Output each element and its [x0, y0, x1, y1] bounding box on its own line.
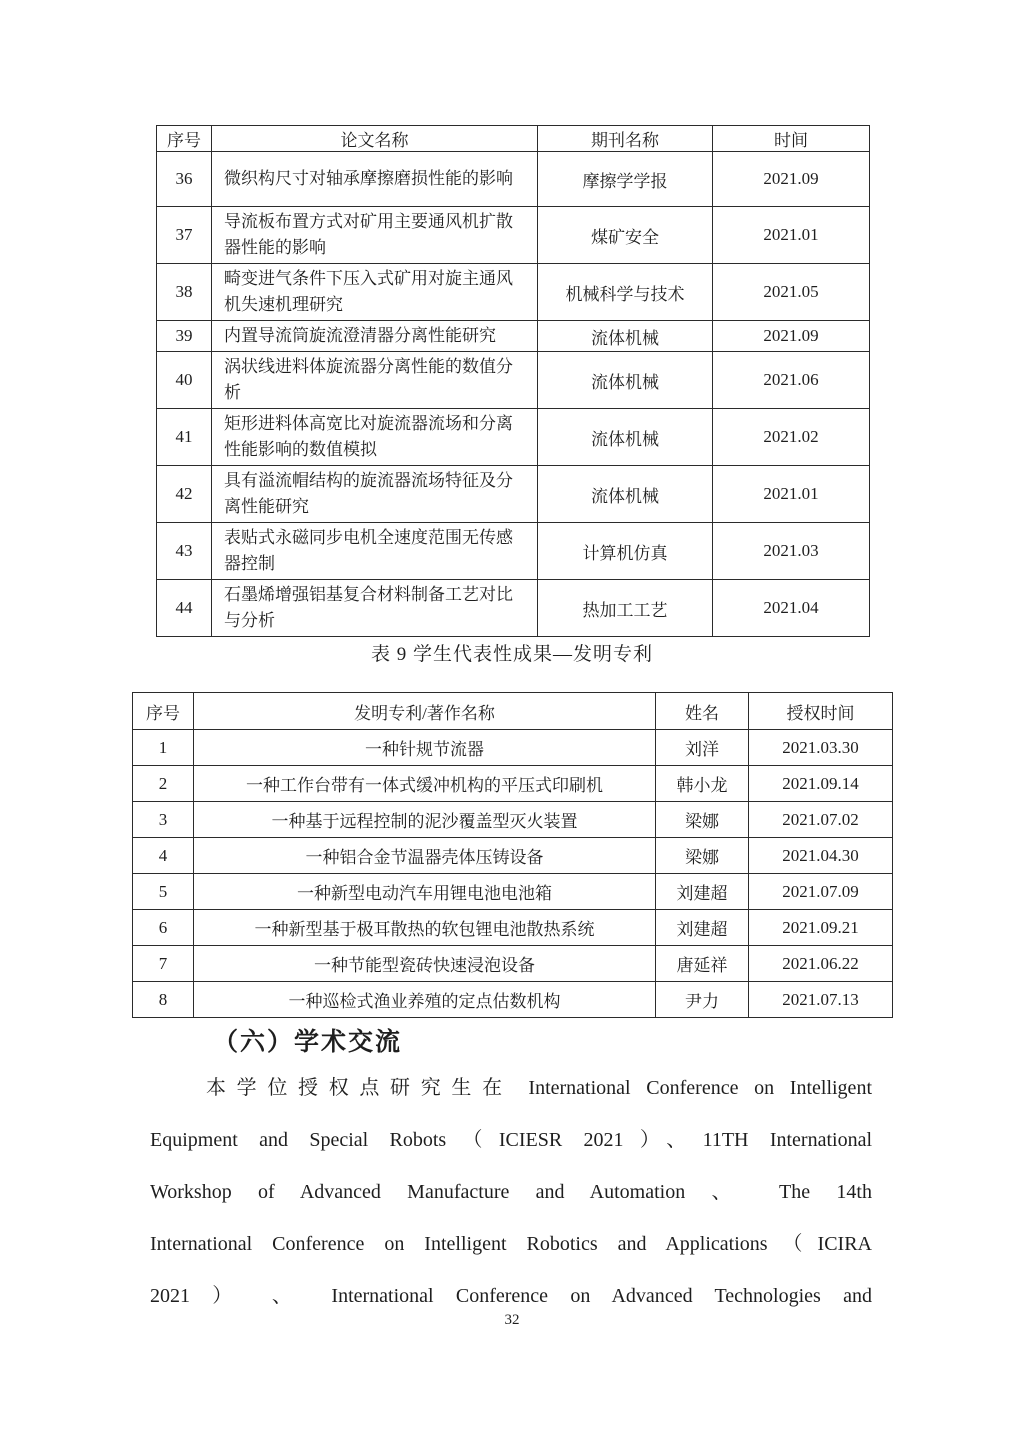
journal-name: 计算机仿真 — [538, 523, 713, 580]
publish-date: 2021.06 — [713, 352, 870, 409]
grant-date: 2021.03.30 — [749, 730, 893, 766]
table-row — [133, 802, 893, 838]
row-number: 36 — [157, 152, 212, 207]
paper-title: 畸变进气条件下压入式矿用对旋主通风机失速机理研究 — [212, 264, 538, 321]
patent-title: 一种工作台带有一体式缓冲机构的平压式印刷机 — [194, 766, 656, 802]
grant-date: 2021.09.21 — [749, 910, 893, 946]
grant-date: 2021.07.09 — [749, 874, 893, 910]
journal-name: 煤矿安全 — [538, 207, 713, 264]
table-row — [157, 580, 870, 637]
paper-title: 涡状线进料体旋流器分离性能的数值分析 — [212, 352, 538, 409]
table-row — [133, 766, 893, 802]
row-number: 6 — [133, 910, 194, 946]
paragraph-line: 本学位授权点研究生在 International Conference on Intelligent — [206, 1077, 872, 1099]
row-number: 39 — [157, 321, 212, 352]
patent-title: 一种巡检式渔业养殖的定点估数机构 — [194, 982, 656, 1018]
row-number: 8 — [133, 982, 194, 1018]
journal-name: 流体机械 — [538, 321, 713, 352]
grant-date: 2021.07.13 — [749, 982, 893, 1018]
inventor-name: 刘建超 — [656, 910, 749, 946]
paper-title: 内置导流筒旋流澄清器分离性能研究 — [212, 321, 538, 352]
paragraph-line: Equipment and Special Robots（ICIESR 2021）、11TH International — [150, 1129, 872, 1151]
inventor-name: 梁娜 — [656, 838, 749, 874]
table-row — [133, 838, 893, 874]
table-row — [157, 352, 870, 409]
section-heading: （六）学术交流 — [213, 1029, 403, 1056]
papers-header-title: 论文名称 — [212, 126, 538, 152]
grant-date: 2021.09.14 — [749, 766, 893, 802]
patent-title: 一种针规节流器 — [194, 730, 656, 766]
row-number: 42 — [157, 466, 212, 523]
publish-date: 2021.01 — [713, 207, 870, 264]
journal-name: 流体机械 — [538, 409, 713, 466]
inventor-name: 尹力 — [656, 982, 749, 1018]
publish-date: 2021.09 — [713, 321, 870, 352]
journal-name: 机械科学与技术 — [538, 264, 713, 321]
table-row — [133, 874, 893, 910]
row-number: 40 — [157, 352, 212, 409]
patents-header-date: 授权时间 — [749, 693, 893, 730]
publish-date: 2021.03 — [713, 523, 870, 580]
paper-title: 导流板布置方式对矿用主要通风机扩散器性能的影响 — [212, 207, 538, 264]
row-number: 3 — [133, 802, 194, 838]
table-row — [133, 946, 893, 982]
table-row — [157, 207, 870, 264]
paper-title: 表贴式永磁同步电机全速度范围无传感器控制 — [212, 523, 538, 580]
table-caption: 表 9 学生代表性成果—发明专利 — [370, 644, 653, 665]
publish-date: 2021.05 — [713, 264, 870, 321]
body-paragraph — [150, 1062, 872, 1322]
table-row — [133, 730, 893, 766]
patent-title: 一种基于远程控制的泥沙覆盖型灭火装置 — [194, 802, 656, 838]
grant-date: 2021.06.22 — [749, 946, 893, 982]
row-number: 1 — [133, 730, 194, 766]
paragraph-line: International Conference on Intelligent Robotics and Applications（ICIRA — [150, 1233, 872, 1255]
journal-name: 摩擦学学报 — [538, 152, 713, 207]
papers-table — [156, 125, 870, 637]
row-number: 2 — [133, 766, 194, 802]
inventor-name: 韩小龙 — [656, 766, 749, 802]
patents-header-no: 序号 — [133, 693, 194, 730]
patents-table — [132, 692, 893, 1018]
publish-date: 2021.04 — [713, 580, 870, 637]
table-row — [157, 152, 870, 207]
paper-title: 具有溢流帽结构的旋流器流场特征及分离性能研究 — [212, 466, 538, 523]
papers-header-date: 时间 — [713, 126, 870, 152]
row-number: 4 — [133, 838, 194, 874]
patent-title: 一种铝合金节温器壳体压铸设备 — [194, 838, 656, 874]
inventor-name: 唐延祥 — [656, 946, 749, 982]
page-number: 32 — [504, 1312, 520, 1328]
table-row — [133, 910, 893, 946]
table-row — [157, 264, 870, 321]
inventor-name: 刘建超 — [656, 874, 749, 910]
publish-date: 2021.02 — [713, 409, 870, 466]
paragraph-line: Workshop of Advanced Manufacture and Automation 、 The 14th — [150, 1181, 872, 1203]
table-row — [157, 321, 870, 352]
table-row — [157, 523, 870, 580]
row-number: 38 — [157, 264, 212, 321]
patents-header-title: 发明专利/著作名称 — [194, 693, 656, 730]
row-number: 7 — [133, 946, 194, 982]
table-row — [133, 982, 893, 1018]
grant-date: 2021.04.30 — [749, 838, 893, 874]
paper-title: 石墨烯增强铝基复合材料制备工艺对比与分析 — [212, 580, 538, 637]
publish-date: 2021.09 — [713, 152, 870, 207]
patent-title: 一种节能型瓷砖快速浸泡设备 — [194, 946, 656, 982]
journal-name: 流体机械 — [538, 466, 713, 523]
row-number: 44 — [157, 580, 212, 637]
patents-header-name: 姓名 — [656, 693, 749, 730]
patent-title: 一种新型电动汽车用锂电池电池箱 — [194, 874, 656, 910]
table-row — [157, 409, 870, 466]
patents-table-header-row — [133, 693, 893, 730]
row-number: 37 — [157, 207, 212, 264]
journal-name: 热加工工艺 — [538, 580, 713, 637]
table-row — [157, 466, 870, 523]
inventor-name: 梁娜 — [656, 802, 749, 838]
paper-title: 微织构尺寸对轴承摩擦磨损性能的影响 — [212, 152, 538, 207]
papers-table-header-row — [157, 126, 870, 152]
row-number: 5 — [133, 874, 194, 910]
paragraph-line: 2021 ） 、 International Conference on Advanced Technologies and — [150, 1285, 872, 1307]
grant-date: 2021.07.02 — [749, 802, 893, 838]
row-number: 43 — [157, 523, 212, 580]
papers-header-journal: 期刊名称 — [538, 126, 713, 152]
publish-date: 2021.01 — [713, 466, 870, 523]
paper-title: 矩形进料体高宽比对旋流器流场和分离性能影响的数值模拟 — [212, 409, 538, 466]
row-number: 41 — [157, 409, 212, 466]
patent-title: 一种新型基于极耳散热的软包锂电池散热系统 — [194, 910, 656, 946]
inventor-name: 刘洋 — [656, 730, 749, 766]
journal-name: 流体机械 — [538, 352, 713, 409]
papers-header-no: 序号 — [157, 126, 212, 152]
